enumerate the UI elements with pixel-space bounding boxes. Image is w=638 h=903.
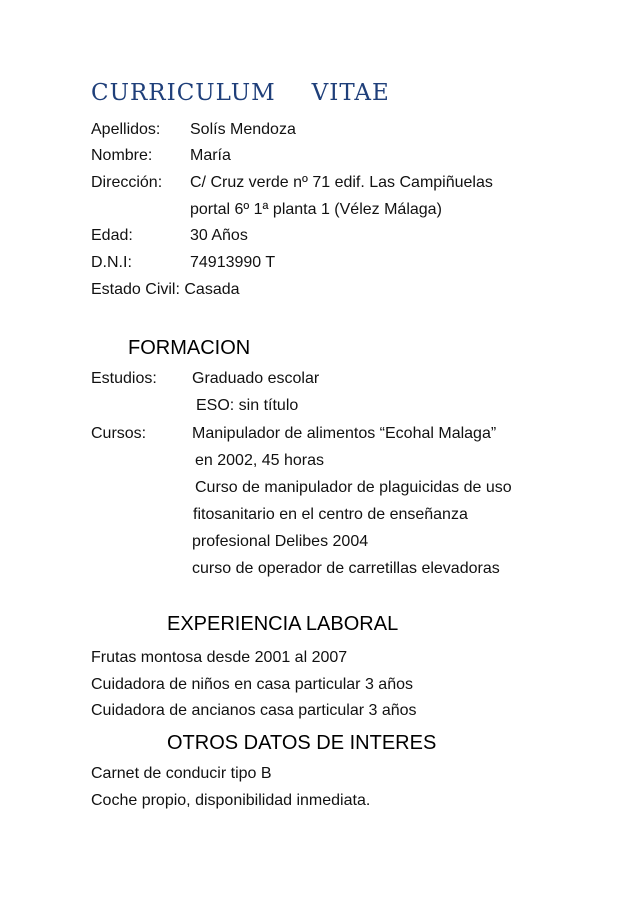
title-word-vitae: VITAE bbox=[311, 80, 390, 106]
studies-label: Estudios: bbox=[91, 370, 157, 387]
studies-value: Graduado escolar bbox=[192, 370, 320, 387]
name-value: María bbox=[190, 147, 231, 164]
course-line-4: fitosanitario en el centro de enseñanza bbox=[193, 506, 468, 523]
experience-item-1: Frutas montosa desde 2001 al 2007 bbox=[91, 649, 348, 666]
address-label: Dirección: bbox=[91, 174, 163, 191]
document-title bbox=[91, 80, 390, 106]
formacion-heading: FORMACION bbox=[128, 337, 251, 359]
other-item-1: Carnet de conducir tipo B bbox=[91, 765, 272, 782]
course-line-3: Curso de manipulador de plaguicidas de uso bbox=[195, 479, 512, 496]
address-line-2: portal 6º 1ª planta 1 (Vélez Málaga) bbox=[190, 201, 442, 218]
other-item-2: Coche propio, disponibilidad inmediata. bbox=[91, 792, 371, 809]
title-word-curriculum: CURRICULUM bbox=[91, 80, 276, 106]
dni-label: D.N.I: bbox=[91, 254, 132, 271]
studies-note: ESO: sin título bbox=[196, 397, 299, 414]
course-line-5: profesional Delibes 2004 bbox=[192, 533, 369, 550]
courses-label: Cursos: bbox=[91, 425, 147, 442]
experiencia-heading: EXPERIENCIA LABORAL bbox=[167, 613, 399, 635]
course-line-1: Manipulador de alimentos “Ecohal Malaga” bbox=[192, 425, 497, 442]
experience-item-3: Cuidadora de ancianos casa particular 3 años bbox=[91, 702, 417, 719]
dni-value: 74913990 T bbox=[190, 254, 276, 271]
course-line-6: curso de operador de carretillas elevadoras bbox=[192, 560, 500, 577]
surname-value: Solís Mendoza bbox=[190, 121, 296, 138]
otros-heading: OTROS DATOS DE INTERES bbox=[167, 732, 437, 754]
name-label: Nombre: bbox=[91, 147, 153, 164]
civil-status-label: Estado Civil: bbox=[91, 281, 180, 298]
civil-status-row bbox=[91, 280, 240, 300]
experience-item-2: Cuidadora de niños en casa particular 3 años bbox=[91, 676, 413, 693]
age-label: Edad: bbox=[91, 227, 133, 244]
address-line-1: C/ Cruz verde nº 71 edif. Las Campiñuelas bbox=[190, 174, 493, 191]
surname-label: Apellidos: bbox=[91, 121, 161, 138]
civil-status-value: Casada bbox=[184, 281, 240, 298]
course-line-2: en 2002, 45 horas bbox=[195, 452, 324, 469]
age-value: 30 Años bbox=[190, 227, 248, 244]
